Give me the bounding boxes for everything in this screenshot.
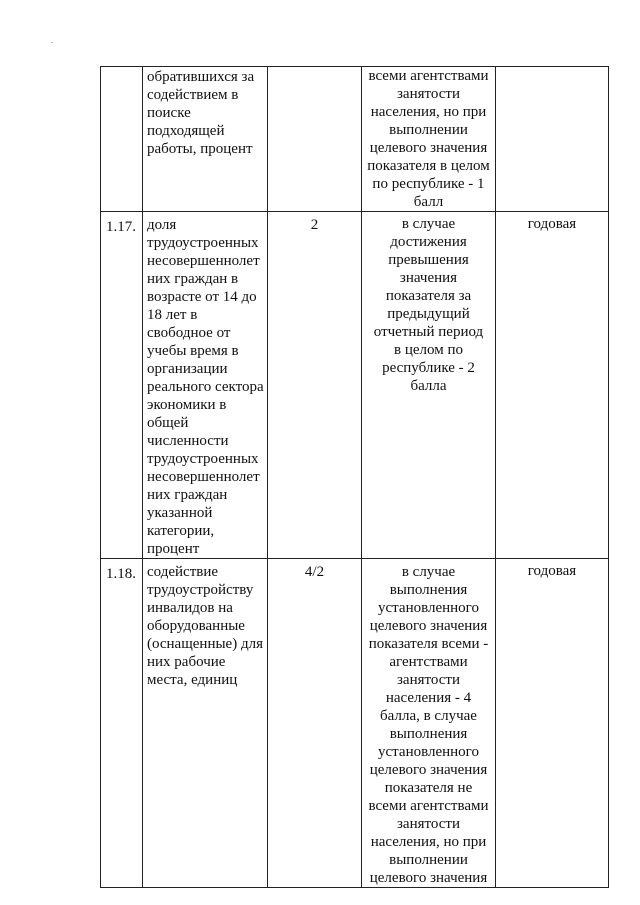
condition-cell — [362, 212, 496, 559]
periodicity-cell — [496, 212, 609, 559]
table-row — [101, 212, 609, 559]
row-number-cell — [101, 67, 143, 212]
criteria-table — [100, 66, 609, 888]
indicator-text: обратившихся за содействием в поиске подходящей работы, процент — [147, 69, 255, 157]
periodicity-text: годовая — [527, 216, 577, 232]
condition-text: всеми агентствами занятости населения, но при выполнении целевого значения показателя в целом по республике - 1 балл — [367, 68, 490, 210]
periodicity-cell — [496, 67, 609, 212]
condition-cell — [362, 67, 496, 212]
indicator-cell — [143, 212, 268, 559]
indicator-cell — [143, 67, 268, 212]
condition-text: в случае достижения превышения значения показателя за предыдущий отчетный период в целом по республике - 2 балла — [373, 216, 484, 394]
value-cell — [268, 559, 362, 888]
row-number: 1.17. — [106, 219, 136, 235]
row-number: 1.18. — [106, 566, 136, 582]
table-row — [101, 67, 609, 212]
value-cell — [268, 212, 362, 559]
periodicity-cell — [496, 559, 609, 888]
condition-cell — [362, 559, 496, 888]
table-row — [101, 559, 609, 888]
condition-text: в случае выполнения установленного целевого значения показателя всеми - агентствами занятости населения - 4 балла, в случае выполнения установленного целевого значения показателя не всеми агентствами занятости населения, но при выполнении целевого значения — [368, 564, 489, 886]
value-cell — [268, 67, 362, 212]
row-number-cell — [101, 212, 143, 559]
indicator-text: содействие трудоустройству инвалидов на оборудованные (оснащенные) для них рабочие места, единиц — [147, 564, 263, 688]
scan-artifact — [51, 42, 53, 43]
value-text: 2 — [310, 217, 319, 233]
indicator-cell — [143, 559, 268, 888]
value-text: 4/2 — [304, 564, 325, 580]
row-number-cell — [101, 559, 143, 888]
indicator-text: доля трудоустроенных несовершеннолет них граждан в возрасте от 14 до 18 лет в свободное от учебы время в организации реального сектора экономики в общей численности трудоустроенных несовершеннолет них граждан указанной категории, процент — [147, 217, 264, 557]
periodicity-text: годовая — [527, 563, 577, 579]
